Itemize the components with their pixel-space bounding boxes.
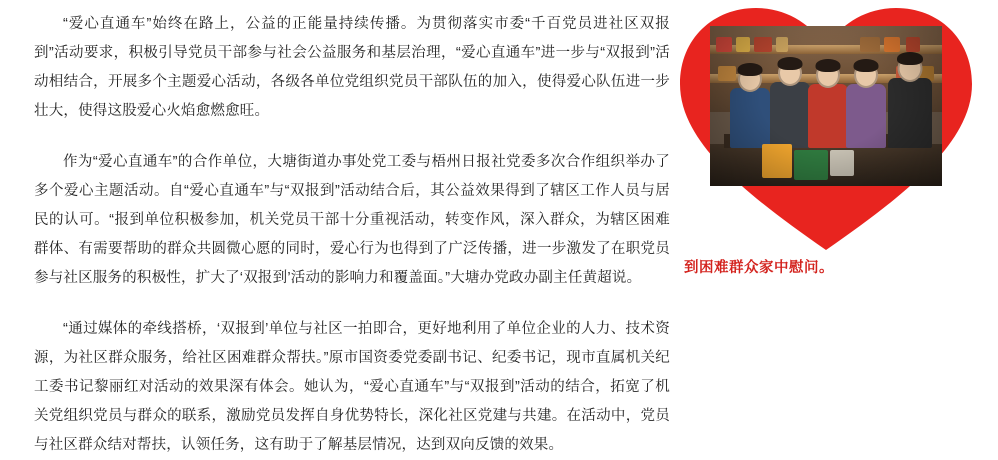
paragraph-1: “爱心直通车”始终在路上，公益的正能量持续传播。为贯彻落实市委“千百党员进社区双报到”活动要求，积极引导党员干部参与社会公益服务和基层治理，“爱心直通车”进一步与“双报到”活动相结合，开展多个主题爱心活动，各级各单位党组织党员干部队伍的加入，使得爱心队伍进一步壮大，使得这股爱心火焰愈燃愈旺。: [34, 16, 670, 119]
paragraph-2: 作为“爱心直通车”的合作单位，大塘街道办事处党工委与梧州日报社党委多次合作组织举办了多个爱心主题活动。自“爱心直通车”与“双报到”活动结合后，其公益效果得到了辖区工作人员与居民的认可。“报到单位积极参加，机关党员干部十分重视活动，转变作风，深入群众，为辖区困难群体、有需要帮助的群众共圆微心愿的同时，爱心行为也得到了广泛传播，进一步激发了在职党员参与社区服务的积极性，扩大了‘双报到’活动的影响力和覆盖面。”大塘办党政办副主任黄超说。: [34, 154, 670, 286]
photo-visit-scene: [710, 26, 942, 186]
photo-vignette: [710, 26, 942, 186]
heart-frame: [676, 2, 976, 254]
heart-photo-figure: [676, 2, 976, 292]
article-body: [34, 10, 670, 460]
figure-caption: 到困难群众家中慰问。: [684, 260, 834, 276]
paragraph-3: “通过媒体的牵线搭桥，‘双报到’单位与社区一拍即合，更好地利用了单位企业的人力、技术资源，为社区群众服务，给社区困难群众帮扶。”原市国资委党委副书记、纪委书记，现市直属机关纪工委书记黎丽红对活动的效果深有体会。她认为，“爱心直通车”与“双报到”活动的结合，拓宽了机关党组织党员与群众的联系，激励党员发挥自身优势特长，深化社区党建与共建。在活动中，党员与社区群众结对帮扶，认领任务，这有助于了解基层情况，达到双向反馈的效果。: [34, 321, 670, 453]
